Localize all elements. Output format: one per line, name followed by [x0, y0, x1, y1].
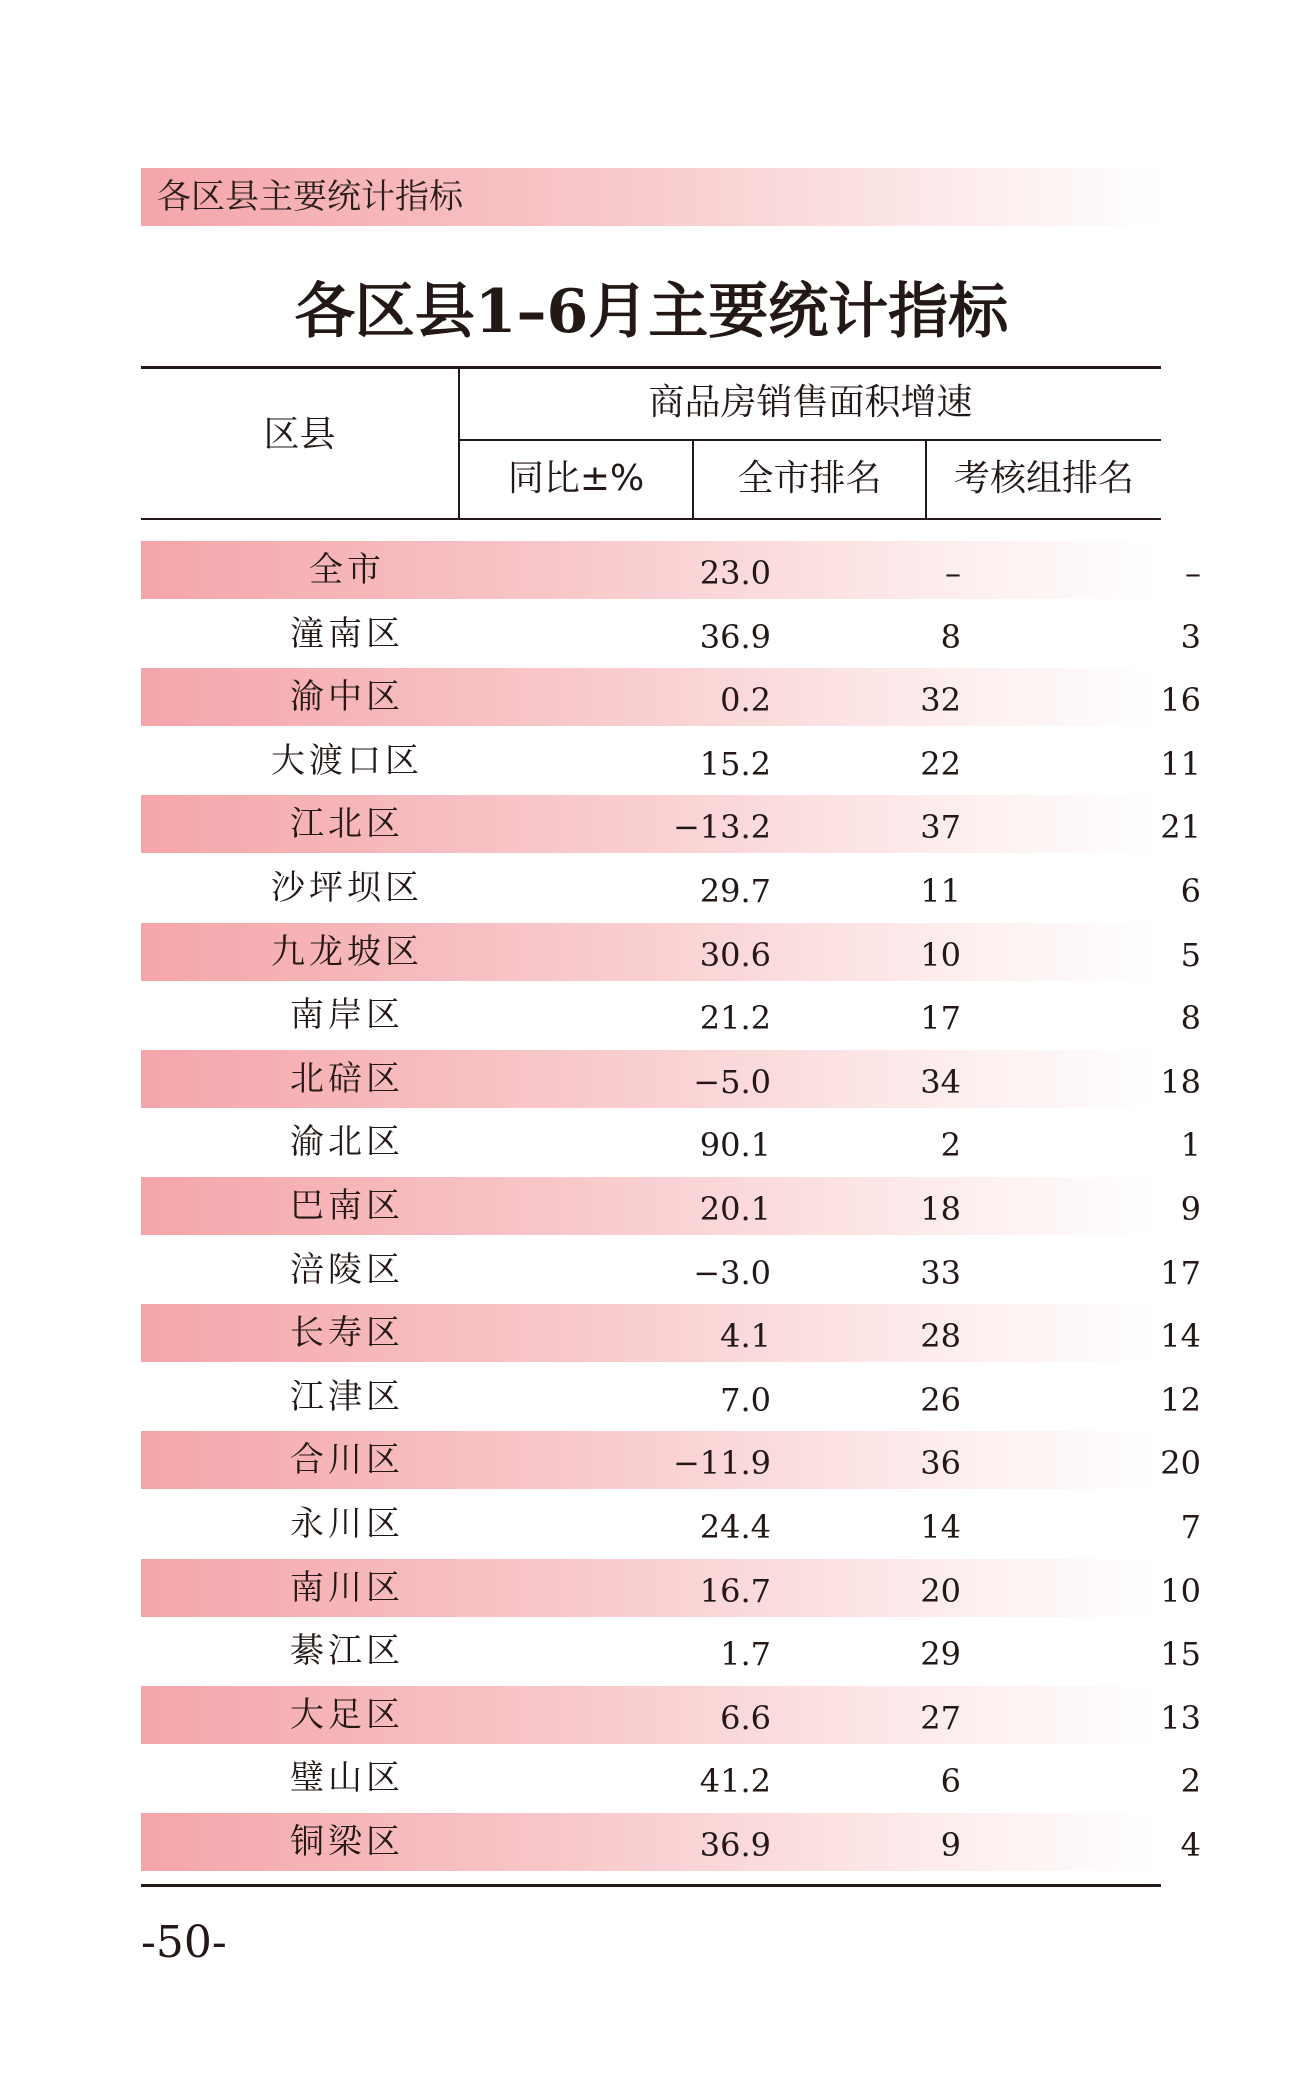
- table-row: [141, 541, 1201, 599]
- city-rank-value: 18: [920, 1190, 961, 1228]
- district-name: 铜梁区: [290, 1822, 404, 1862]
- city-rank-value: –: [945, 554, 961, 592]
- table-row: [141, 1622, 1201, 1680]
- yoy-value: 41.2: [699, 1762, 771, 1800]
- table-row: [141, 605, 1201, 663]
- city-rank-value: 14: [920, 1508, 961, 1546]
- city-rank-value: 10: [920, 936, 961, 974]
- district-name: 南岸区: [290, 995, 404, 1035]
- district-name: 北碚区: [290, 1059, 404, 1099]
- district-name: 巴南区: [290, 1186, 404, 1226]
- yoy-value: −13.2: [672, 808, 771, 846]
- header-bottom-rule: [141, 518, 1161, 520]
- yoy-value: −11.9: [672, 1444, 771, 1482]
- district-name: 大足区: [290, 1695, 404, 1735]
- table-row: [141, 1686, 1201, 1744]
- district-name: 南川区: [290, 1568, 404, 1608]
- table-row: [141, 668, 1201, 726]
- district-name: 永川区: [290, 1504, 404, 1544]
- yoy-value: 4.1: [720, 1317, 771, 1355]
- group-rank-value: 12: [1160, 1381, 1201, 1419]
- district-name: 沙坪坝区: [271, 868, 423, 908]
- yoy-value: 21.2: [699, 999, 771, 1037]
- district-name: 渝北区: [290, 1122, 404, 1162]
- header-group-rank: 考核组排名: [953, 458, 1134, 499]
- header-district: 区县: [263, 414, 336, 455]
- group-rank-value: 15: [1160, 1635, 1201, 1673]
- table-bottom-rule: [141, 1884, 1161, 1887]
- yoy-value: −3.0: [693, 1254, 771, 1292]
- city-rank-value: 28: [920, 1317, 961, 1355]
- table-row: [141, 1431, 1201, 1489]
- district-name: 江北区: [290, 804, 404, 844]
- yoy-value: 15.2: [699, 745, 771, 783]
- yoy-value: 29.7: [699, 872, 771, 910]
- header-yoy: 同比±%: [507, 458, 645, 499]
- group-rank-value: 20: [1160, 1444, 1201, 1482]
- page-title: 各区县1–6月主要统计指标: [294, 277, 1009, 347]
- city-rank-value: 36: [920, 1444, 961, 1482]
- header-city-rank: 全市排名: [737, 458, 882, 499]
- yoy-value: −5.0: [693, 1063, 771, 1101]
- yoy-value: 16.7: [699, 1572, 771, 1610]
- group-rank-value: 1: [1180, 1126, 1201, 1164]
- yoy-value: 6.6: [720, 1699, 771, 1737]
- district-name: 江津区: [290, 1377, 404, 1417]
- district-name: 渝中区: [290, 677, 404, 717]
- table-row: [141, 1177, 1201, 1235]
- yoy-value: 90.1: [699, 1126, 771, 1164]
- table-row: [141, 1813, 1201, 1871]
- table-row: [141, 1113, 1201, 1171]
- district-name: 涪陵区: [290, 1250, 404, 1290]
- yoy-value: 36.9: [699, 1826, 771, 1864]
- table-row: [141, 859, 1201, 917]
- table-row: [141, 1559, 1201, 1617]
- group-rank-value: 14: [1160, 1317, 1201, 1355]
- header-sales-area-growth: 商品房销售面积增速: [648, 382, 973, 423]
- table-row: [141, 732, 1201, 790]
- city-rank-value: 37: [920, 808, 961, 846]
- group-rank-value: 11: [1160, 745, 1201, 783]
- district-name: 长寿区: [290, 1313, 404, 1353]
- yoy-value: 24.4: [699, 1508, 771, 1546]
- group-rank-value: 5: [1180, 936, 1201, 974]
- city-rank-value: 32: [920, 681, 961, 719]
- group-rank-value: –: [1185, 554, 1201, 592]
- group-rank-value: 3: [1180, 618, 1201, 656]
- district-name: 綦江区: [290, 1631, 404, 1671]
- city-rank-value: 27: [920, 1699, 961, 1737]
- table-row: [141, 1749, 1201, 1807]
- district-name: 全市: [309, 550, 385, 590]
- group-rank-value: 10: [1160, 1572, 1201, 1610]
- yoy-value: 20.1: [699, 1190, 771, 1228]
- group-rank-value: 17: [1160, 1254, 1201, 1292]
- section-tag: 各区县主要统计指标: [157, 177, 463, 217]
- table-row: [141, 923, 1201, 981]
- city-rank-value: 11: [920, 872, 961, 910]
- yoy-value: 23.0: [699, 554, 771, 592]
- group-rank-value: 21: [1160, 808, 1201, 846]
- table-row: [141, 1304, 1201, 1362]
- group-rank-value: 16: [1160, 681, 1201, 719]
- group-rank-value: 9: [1180, 1190, 1201, 1228]
- city-rank-value: 8: [940, 618, 961, 656]
- district-name: 合川区: [290, 1440, 404, 1480]
- yoy-value: 36.9: [699, 618, 771, 656]
- city-rank-value: 22: [920, 745, 961, 783]
- district-name: 大渡口区: [271, 741, 423, 781]
- city-rank-value: 26: [920, 1381, 961, 1419]
- district-name: 璧山区: [290, 1758, 404, 1798]
- district-name: 九龙坡区: [271, 932, 423, 972]
- yoy-value: 1.7: [720, 1635, 771, 1673]
- city-rank-value: 20: [920, 1572, 961, 1610]
- table-row: [141, 795, 1201, 853]
- district-name: 潼南区: [290, 614, 404, 654]
- group-rank-value: 18: [1160, 1063, 1201, 1101]
- yoy-value: 7.0: [720, 1381, 771, 1419]
- city-rank-value: 9: [940, 1826, 961, 1864]
- section-banner: [141, 168, 1161, 226]
- city-rank-value: 33: [920, 1254, 961, 1292]
- header-mid-rule: [459, 439, 1161, 441]
- table-row: [141, 1495, 1201, 1553]
- table-row: [141, 986, 1201, 1044]
- table-row: [141, 1368, 1201, 1426]
- table-row: [141, 1050, 1201, 1108]
- city-rank-value: 6: [940, 1762, 961, 1800]
- group-rank-value: 6: [1180, 872, 1201, 910]
- city-rank-value: 17: [920, 999, 961, 1037]
- group-rank-value: 2: [1180, 1762, 1201, 1800]
- page-number: -50-: [141, 1917, 227, 1968]
- city-rank-value: 34: [920, 1063, 961, 1101]
- group-rank-value: 13: [1160, 1699, 1201, 1737]
- yoy-value: 0.2: [720, 681, 771, 719]
- city-rank-value: 29: [920, 1635, 961, 1673]
- yoy-value: 30.6: [699, 936, 771, 974]
- group-rank-value: 7: [1180, 1508, 1201, 1546]
- city-rank-value: 2: [940, 1126, 961, 1164]
- group-rank-value: 4: [1180, 1826, 1201, 1864]
- group-rank-value: 8: [1180, 999, 1201, 1037]
- table-top-rule: [141, 366, 1161, 369]
- table-row: [141, 1241, 1201, 1299]
